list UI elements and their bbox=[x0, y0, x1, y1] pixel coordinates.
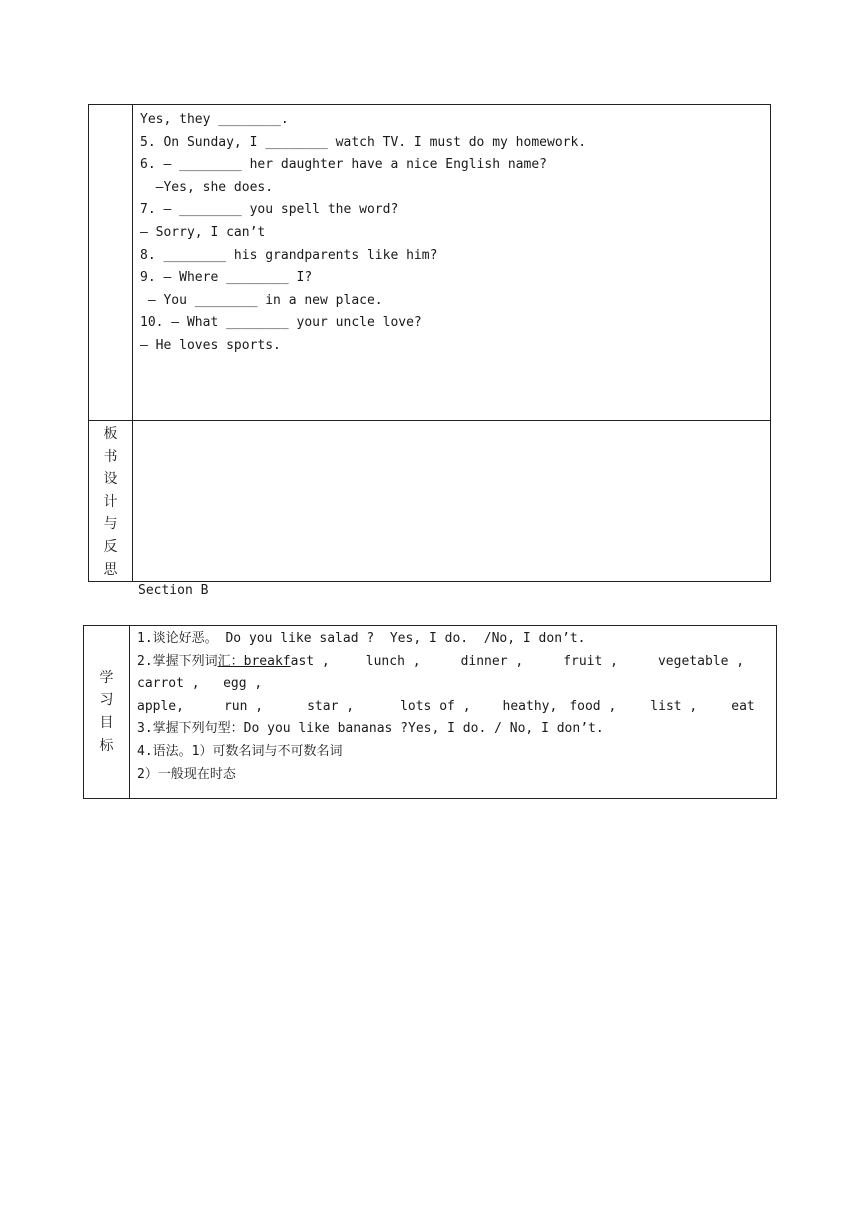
exercise-content-cell bbox=[133, 105, 771, 421]
exercise-line: Yes, they ________. bbox=[140, 112, 289, 127]
exercise-line: 7. — ________ you spell the word? bbox=[140, 202, 399, 218]
objectives-table bbox=[83, 625, 777, 799]
objective-line: 4.语法。1）可数名词与不可数名词 bbox=[137, 743, 343, 759]
exercise-line: — You ________ in a new place. bbox=[140, 292, 383, 308]
objective-line: 2）一般现在时态 bbox=[137, 766, 236, 782]
section-title: Section B bbox=[138, 583, 209, 598]
objective-line: 1.谈论好恶。 Do you like salad ? Yes, I do. /No, I don’t. bbox=[137, 631, 586, 646]
objectives-label: 学 习 目 标 bbox=[99, 669, 114, 754]
exercise-table bbox=[88, 104, 771, 582]
exercise-line: — He loves sports. bbox=[140, 337, 281, 353]
exercise-line: 10. — What ________ your uncle love? bbox=[140, 315, 422, 331]
board-design-content-cell bbox=[133, 421, 771, 582]
objective-vocab-line: apple, run , star , lots of , heathy, food , list , eat bbox=[137, 698, 755, 714]
exercise-side-cell bbox=[89, 105, 133, 421]
exercise-line: — Sorry, I can’t bbox=[140, 224, 266, 240]
objectives-label-cell bbox=[84, 626, 130, 799]
board-design-label-cell bbox=[89, 421, 133, 582]
objectives-content-cell bbox=[130, 626, 777, 799]
exercise-line: 6. — ________ her daughter have a nice English name? bbox=[140, 157, 547, 173]
exercise-line: —Yes, she does. bbox=[140, 179, 274, 195]
objective-line: carrot , egg , bbox=[137, 676, 263, 692]
objective-vocab-line: 2.掌握下列词 汇：breakf ast , lunch , dinner , fruit , vegetable , bbox=[137, 651, 776, 674]
board-design-label: 板 书 设 计 与 反 思 bbox=[103, 426, 118, 578]
exercise-line: 8. ________ his grandparents like him? bbox=[140, 247, 438, 263]
underlined-text: 汇：breakf bbox=[217, 653, 291, 669]
exercise-line: 5. On Sunday, I ________ watch TV. I must do my homework. bbox=[140, 134, 587, 150]
objective-line: 3.掌握下列句型：Do you like bananas ?Yes, I do. / No, I don’t. bbox=[137, 721, 604, 737]
exercise-line: 9. — Where ________ I? bbox=[140, 270, 313, 286]
